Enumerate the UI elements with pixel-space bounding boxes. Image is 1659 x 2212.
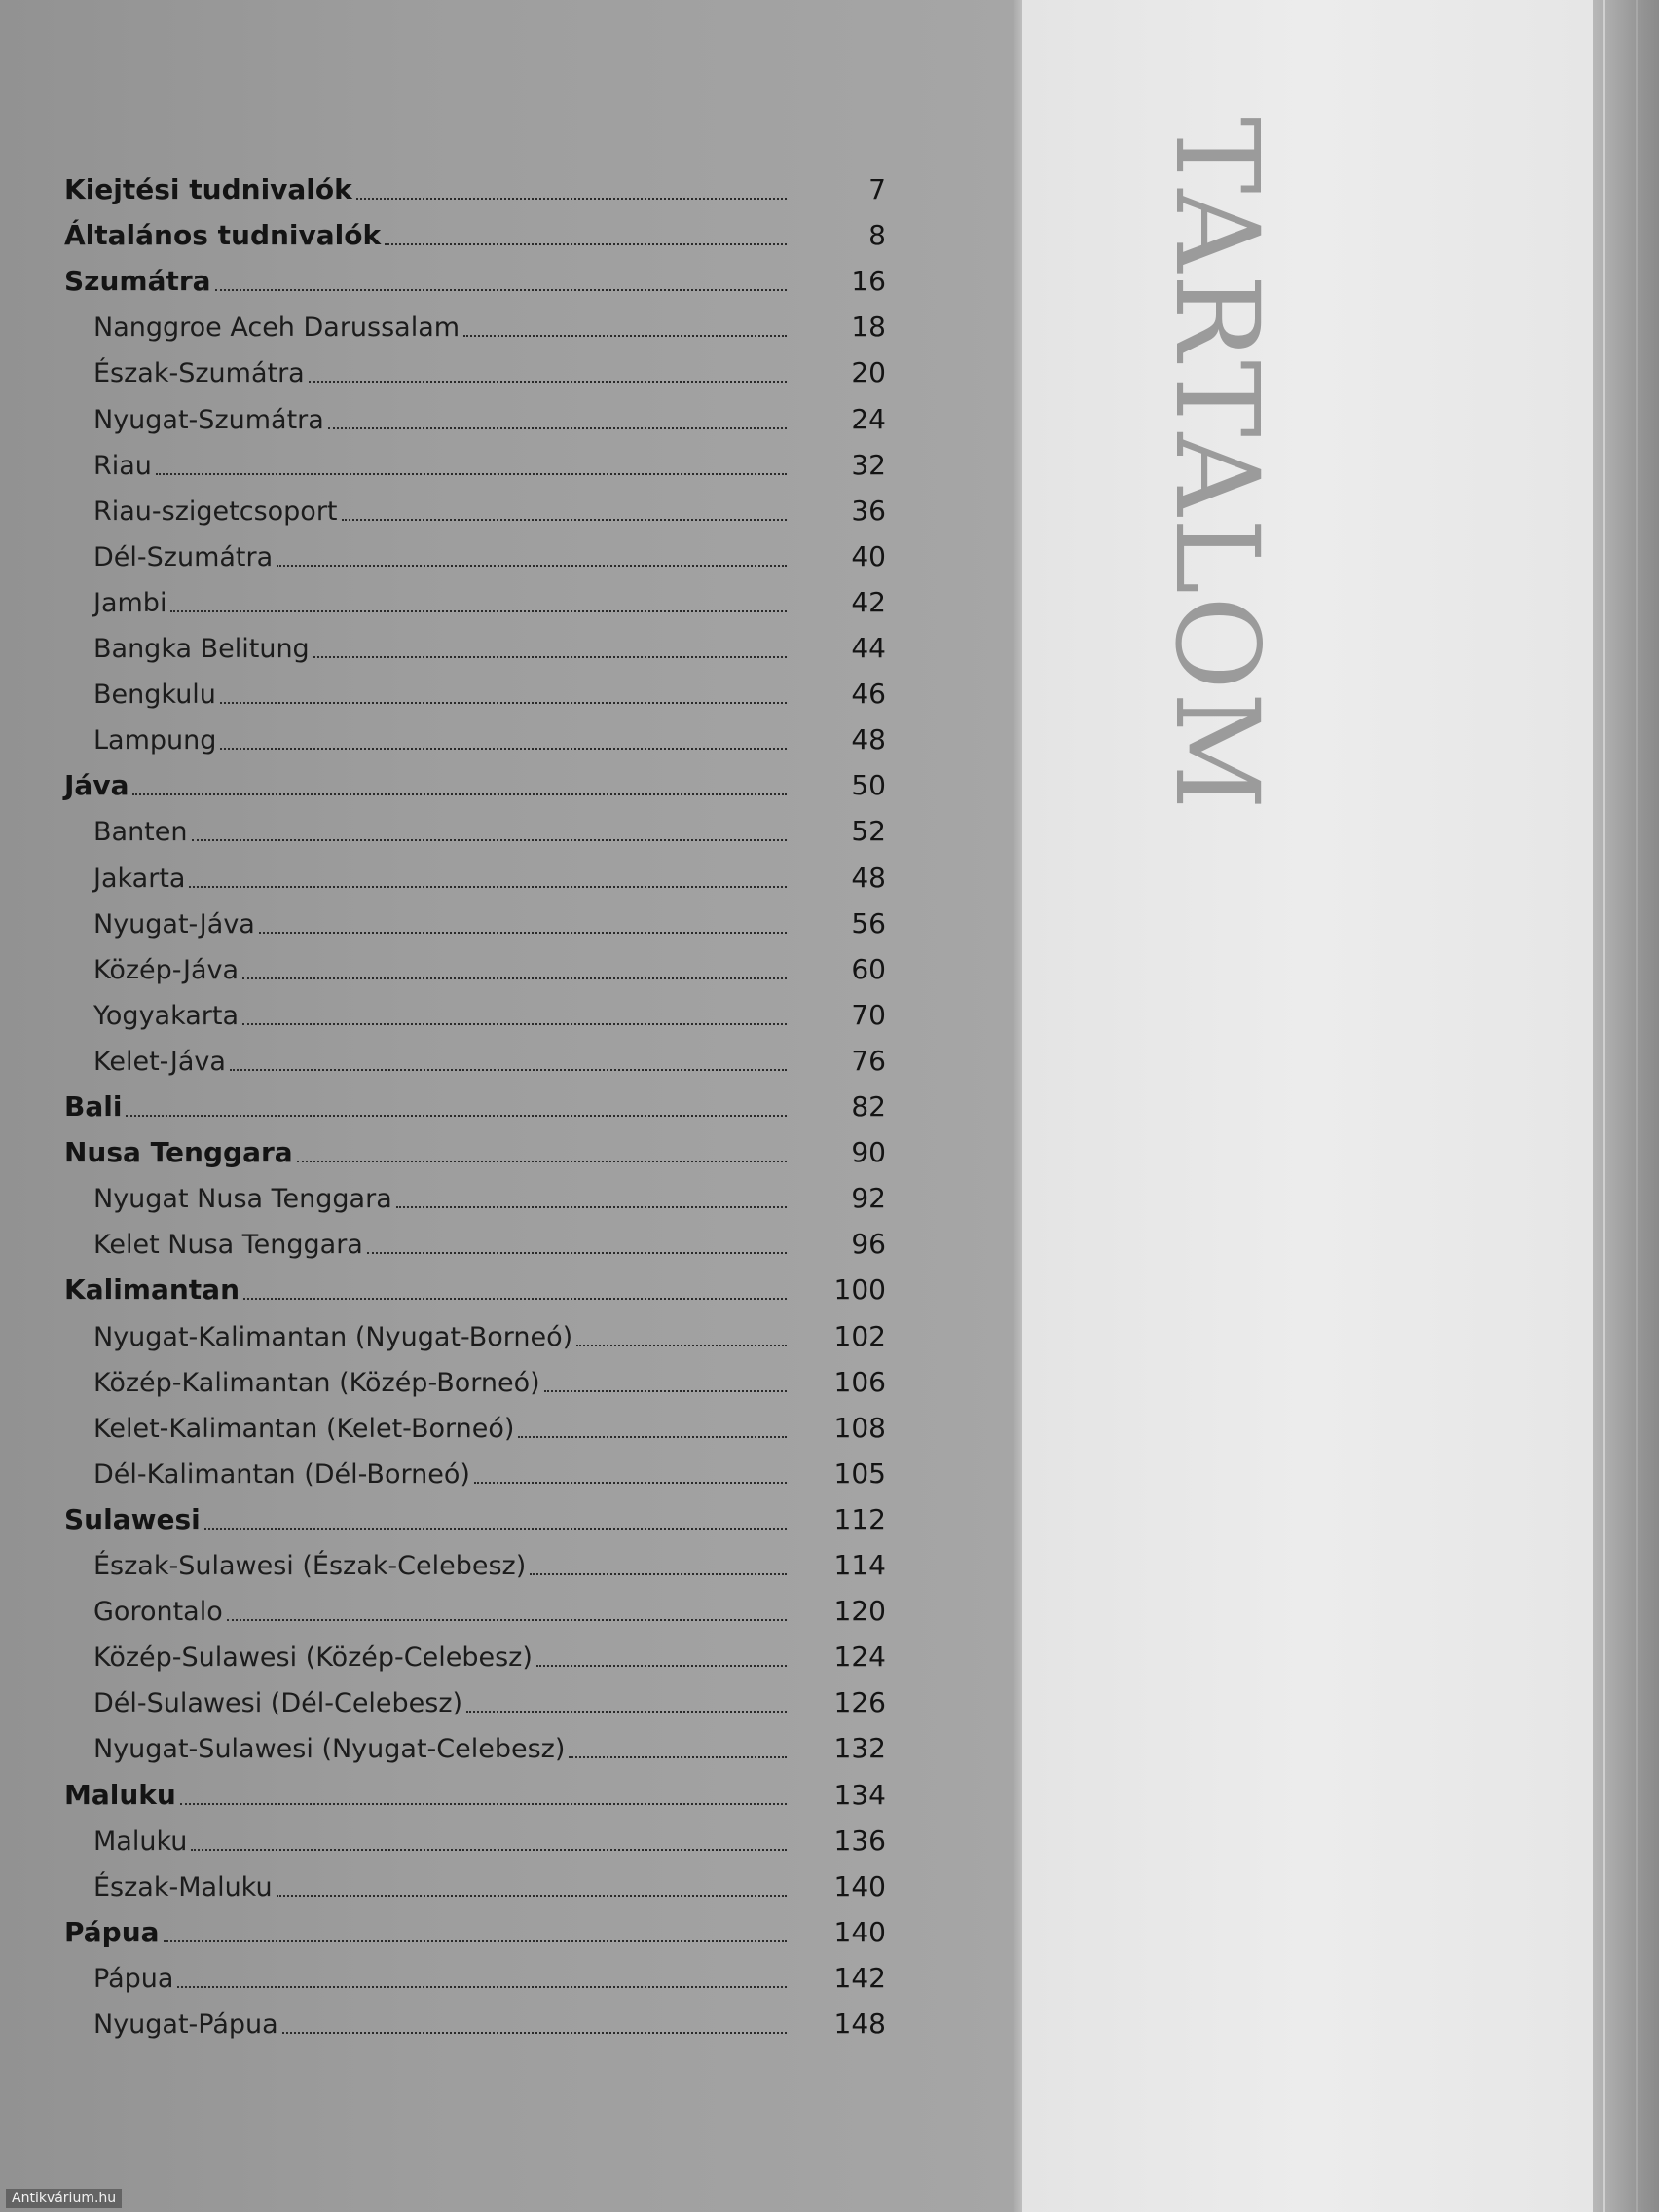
toc-entry-lead [64,1778,793,1811]
toc-entry-lead [64,1642,793,1674]
toc-dot-leader [164,1940,787,1942]
toc-entry-lead [64,265,793,298]
toc-dot-leader [463,335,787,337]
toc-dot-leader [518,1436,787,1438]
toc-entry-lead [64,1230,793,1261]
toc-entry-lead [64,313,793,344]
toc-subsection-row [64,1949,892,1992]
toc-subsection-row [64,895,892,938]
toc-page-number: 90 [851,1136,886,1169]
toc-entry-label: Jambi [93,587,167,618]
toc-dot-leader [189,886,787,888]
toc-entry-lead [64,1046,793,1077]
toc-entry-lead [64,1734,793,1765]
toc-entry-lead [64,817,793,848]
toc-page-number: 50 [851,769,886,802]
toc-entry-label: Riau-szigetcsoport [93,496,338,527]
toc-subsection-row [64,1308,892,1350]
toc-subsection-row [64,1674,892,1719]
toc-entry-lead [64,1502,793,1535]
toc-page-number: 48 [851,723,886,756]
watermark: Antikvárium.hu [6,2189,122,2208]
toc-dot-leader [385,243,787,245]
toc-dot-leader [204,1528,787,1530]
toc-entry-lead [64,863,793,894]
toc-dot-leader [474,1482,787,1484]
toc-dot-leader [126,1115,787,1117]
toc-page-number: 82 [851,1090,886,1123]
toc-dot-leader [242,1023,787,1025]
toc-page-number: 96 [851,1228,886,1261]
toc-entry-lead [64,1553,793,1579]
toc-dot-leader [243,1298,787,1300]
toc-dot-leader [367,1252,787,1254]
toc-entry-lead [64,1458,793,1490]
toc-entry-label: Közép-Sulawesi (Közép-Celebesz) [93,1642,533,1674]
toc-entry-lead [64,1597,793,1628]
toc-page-number: 42 [851,585,886,618]
toc-subsection-row [64,1995,892,2038]
toc-entry-lead [64,954,793,985]
toc-entry-label: Észak-Sulawesi (Észak-Celebesz) [93,1551,527,1581]
toc-dot-leader [282,2032,787,2034]
toc-entry-lead [64,1871,793,1902]
toc-dot-leader [530,1573,787,1575]
toc-entry-lead [64,541,793,572]
toc-entry-label: Nyugat-Jáva [93,908,255,940]
toc-entry-lead [64,360,793,387]
toc-subsection-row [64,1445,892,1488]
toc-subsection-row [64,528,892,571]
toc-subsection-row [64,1536,892,1579]
toc-entry-lead [64,680,793,711]
toc-entry-label: Bali [64,1090,123,1123]
toc-dot-leader [342,519,787,521]
toc-page-number: 18 [851,311,886,344]
toc-dot-leader [156,473,787,475]
toc-subsection-row [64,1719,892,1765]
toc-entry-label: Kelet-Jáva [93,1046,226,1077]
toc-page-number: 142 [833,1961,886,1994]
toc-page-number: 20 [851,356,886,389]
toc-subsection-row [64,1169,892,1215]
toc-entry-label: Maluku [93,1825,188,1857]
toc-entry-label: Bangka Belitung [93,634,310,664]
toc-page-number: 60 [851,952,886,985]
toc-dot-leader [466,1711,787,1713]
toc-page-number: 16 [851,265,886,298]
toc-page-number: 112 [833,1502,886,1535]
toc-page-number: 140 [833,1869,886,1902]
toc-subsection-row [64,390,892,433]
toc-page-number: 32 [851,448,886,481]
toc-dot-leader [191,1849,787,1851]
toc-entry-lead [64,404,793,435]
toc-entry-label: Kelet Nusa Tenggara [93,1230,363,1261]
toc-entry-lead [64,1367,793,1398]
toc-entry-lead [64,1136,793,1169]
toc-dot-leader [276,1895,787,1897]
toc-page-number: 46 [851,678,886,711]
toc-entry-label: Nusa Tenggara [64,1136,293,1169]
title-panel [1022,0,1597,2212]
toc-entry-label: Jakarta [93,863,186,894]
toc-page-number: 48 [851,861,886,894]
toc-entry-lead [64,1184,793,1215]
toc-dot-leader [536,1665,787,1667]
toc-page-number: 108 [833,1411,886,1444]
toc-page-number: 148 [833,2008,886,2040]
toc-entry-lead [64,498,793,525]
toc-section-row [64,1766,892,1809]
toc-page-number: 8 [868,219,886,252]
toc-page-number: 7 [868,173,886,205]
toc-entry-label: Dél-Szumátra [93,541,274,572]
toc-dot-leader [132,793,787,795]
toc-subsection-row [64,436,892,479]
toc-subsection-row [64,1628,892,1674]
toc-entry-lead [64,769,793,802]
toc-section-row [64,1261,892,1307]
toc-entry-lead [64,587,793,618]
toc-entry-label: Nyugat-Kalimantan (Nyugat-Borneó) [93,1321,573,1352]
toc-entry-label: Nyugat-Szumátra [93,404,324,435]
toc-entry-lead [64,1413,793,1444]
toc-page-number: 105 [833,1456,886,1490]
toc-entry-lead [64,219,793,252]
toc-page-number: 102 [833,1319,886,1352]
toc-section-row [64,206,892,252]
toc-entry-label: Dél-Sulawesi (Dél-Celebesz) [93,1688,463,1719]
toc-entry-label: Nanggroe Aceh Darussalam [93,313,461,344]
toc-entry-label: Közép-Kalimantan (Közép-Borneó) [93,1367,540,1398]
toc-entry-label: Gorontalo [93,1597,223,1628]
toc-page-number: 92 [851,1182,886,1215]
toc-subsection-row [64,711,892,754]
toc-entry-lead [64,1090,793,1123]
toc-entry-label: Lampung [93,725,217,756]
toc-entry-label: Általános tudnivalók [64,219,382,252]
toc-entry-label: Jáva [64,769,129,802]
toc-page-number: 126 [833,1686,886,1719]
toc-subsection-row [64,298,892,344]
toc-page-number: 36 [851,494,886,527]
toc-page-number: 134 [833,1778,886,1811]
toc-dot-leader [230,1069,787,1071]
toc-subsection-row [64,1812,892,1855]
toc-dot-leader [328,427,787,429]
toc-subsection-row [64,482,892,525]
toc-page-number: 132 [833,1732,886,1765]
toc-entry-label: Riau [93,450,152,481]
toc-entry-lead [64,1825,793,1857]
toc-entry-lead [64,1963,793,1994]
toc-page-number: 44 [851,632,886,664]
toc-entry-label: Szumátra [64,265,211,298]
toc-entry-label: Kalimantan [64,1273,240,1307]
toc-dot-leader [227,1619,787,1621]
toc-entry-label: Pápua [93,1963,174,1994]
toc-page-number: 140 [833,1915,886,1948]
toc-dot-leader [242,977,787,979]
toc-entry-lead [64,1000,793,1031]
toc-subsection-row [64,573,892,616]
toc-entry-lead [64,727,793,754]
toc-entry-label: Bengkulu [93,680,216,711]
toc-page-number: 40 [851,539,886,572]
toc-page-number: 24 [851,402,886,435]
toc-page-number: 106 [833,1365,886,1398]
toc-subsection-row [64,344,892,387]
toc-entry-label: Sulawesi [64,1502,201,1535]
toc-section-row [64,1491,892,1533]
toc-entry-lead [64,2011,793,2038]
page-edge [1593,0,1659,2212]
toc-page-number: 114 [833,1549,886,1581]
toc-subsection-row [64,1582,892,1628]
toc-page-number: 56 [851,906,886,940]
toc-section-row [64,1078,892,1121]
toc-entry-lead [64,1273,793,1307]
toc-page-number: 120 [833,1595,886,1628]
toc-dot-leader [309,381,787,383]
toc-dot-leader [177,1986,787,1988]
toc-page-number: 52 [851,815,886,848]
toc-entry-lead [64,1915,793,1948]
toc-subsection-row [64,940,892,983]
toc-entry-label: Dél-Kalimantan (Dél-Borneó) [93,1458,470,1490]
toc-dot-leader [569,1756,787,1758]
toc-dot-leader [220,748,787,750]
toc-page-number: 76 [851,1044,886,1077]
toc-dot-leader [276,565,787,567]
toc-entry-lead [64,636,793,662]
toc-dot-leader [259,932,787,934]
toc-subsection-row [64,986,892,1029]
toc-dot-leader [297,1161,787,1162]
toc-subsection-row [64,1353,892,1396]
toc-entry-label: Kiejtési tudnivalók [64,173,352,205]
toc-subsection-row [64,1399,892,1442]
toc-subsection-row [64,665,892,711]
toc-section-row [64,252,892,298]
toc-page-number: 124 [833,1641,886,1674]
toc-entry-label: Nyugat-Sulawesi (Nyugat-Celebesz) [93,1734,566,1765]
toc-entry-label: Észak-Szumátra [93,358,305,389]
toc-entry-label: Pápua [64,1915,160,1948]
toc-subsection-row [64,619,892,662]
toc-entry-label: Banten [93,817,188,848]
toc-entry-label: Nyugat Nusa Tenggara [93,1184,392,1215]
toc-dot-leader [356,198,787,200]
toc-entry-lead [64,908,793,940]
toc-subsection-row [64,802,892,848]
toc-subsection-row [64,1858,892,1900]
toc-entry-label: Észak-Maluku [93,1871,273,1902]
toc-dot-leader [313,656,787,658]
toc-entry-label: Nyugat-Pápua [93,2009,278,2040]
toc-section-row [64,161,892,203]
toc-dot-leader [544,1390,787,1392]
toc-subsection-row [64,1215,892,1261]
toc-subsection-row [64,1032,892,1075]
page-title: TARTALOM [1150,117,1284,812]
toc-entry-label: Yogyakarta [93,1000,240,1031]
toc-entry-lead [64,1688,793,1719]
toc-entry-lead [64,450,793,481]
toc-dot-leader [220,702,787,704]
toc-dot-leader [180,1803,787,1805]
toc-section-row [64,1903,892,1946]
toc-subsection-row [64,849,892,892]
toc-page-number: 136 [833,1824,886,1857]
toc-dot-leader [396,1206,787,1208]
toc-dot-leader [170,610,787,612]
toc-section-row [64,756,892,802]
toc-entry-label: Közép-Jáva [93,954,240,985]
toc-dot-leader [215,289,787,291]
toc-dot-leader [192,839,788,841]
toc-entry-lead [64,1321,793,1352]
toc-dot-leader [576,1345,787,1346]
toc-page-number: 70 [851,998,886,1031]
toc-section-row [64,1124,892,1169]
title-container [1150,117,1284,1090]
toc-entry-label: Maluku [64,1778,176,1811]
toc-entry-label: Kelet-Kalimantan (Kelet-Borneó) [93,1413,515,1444]
toc-entry-lead [64,173,793,205]
toc-page-number: 100 [833,1273,886,1307]
